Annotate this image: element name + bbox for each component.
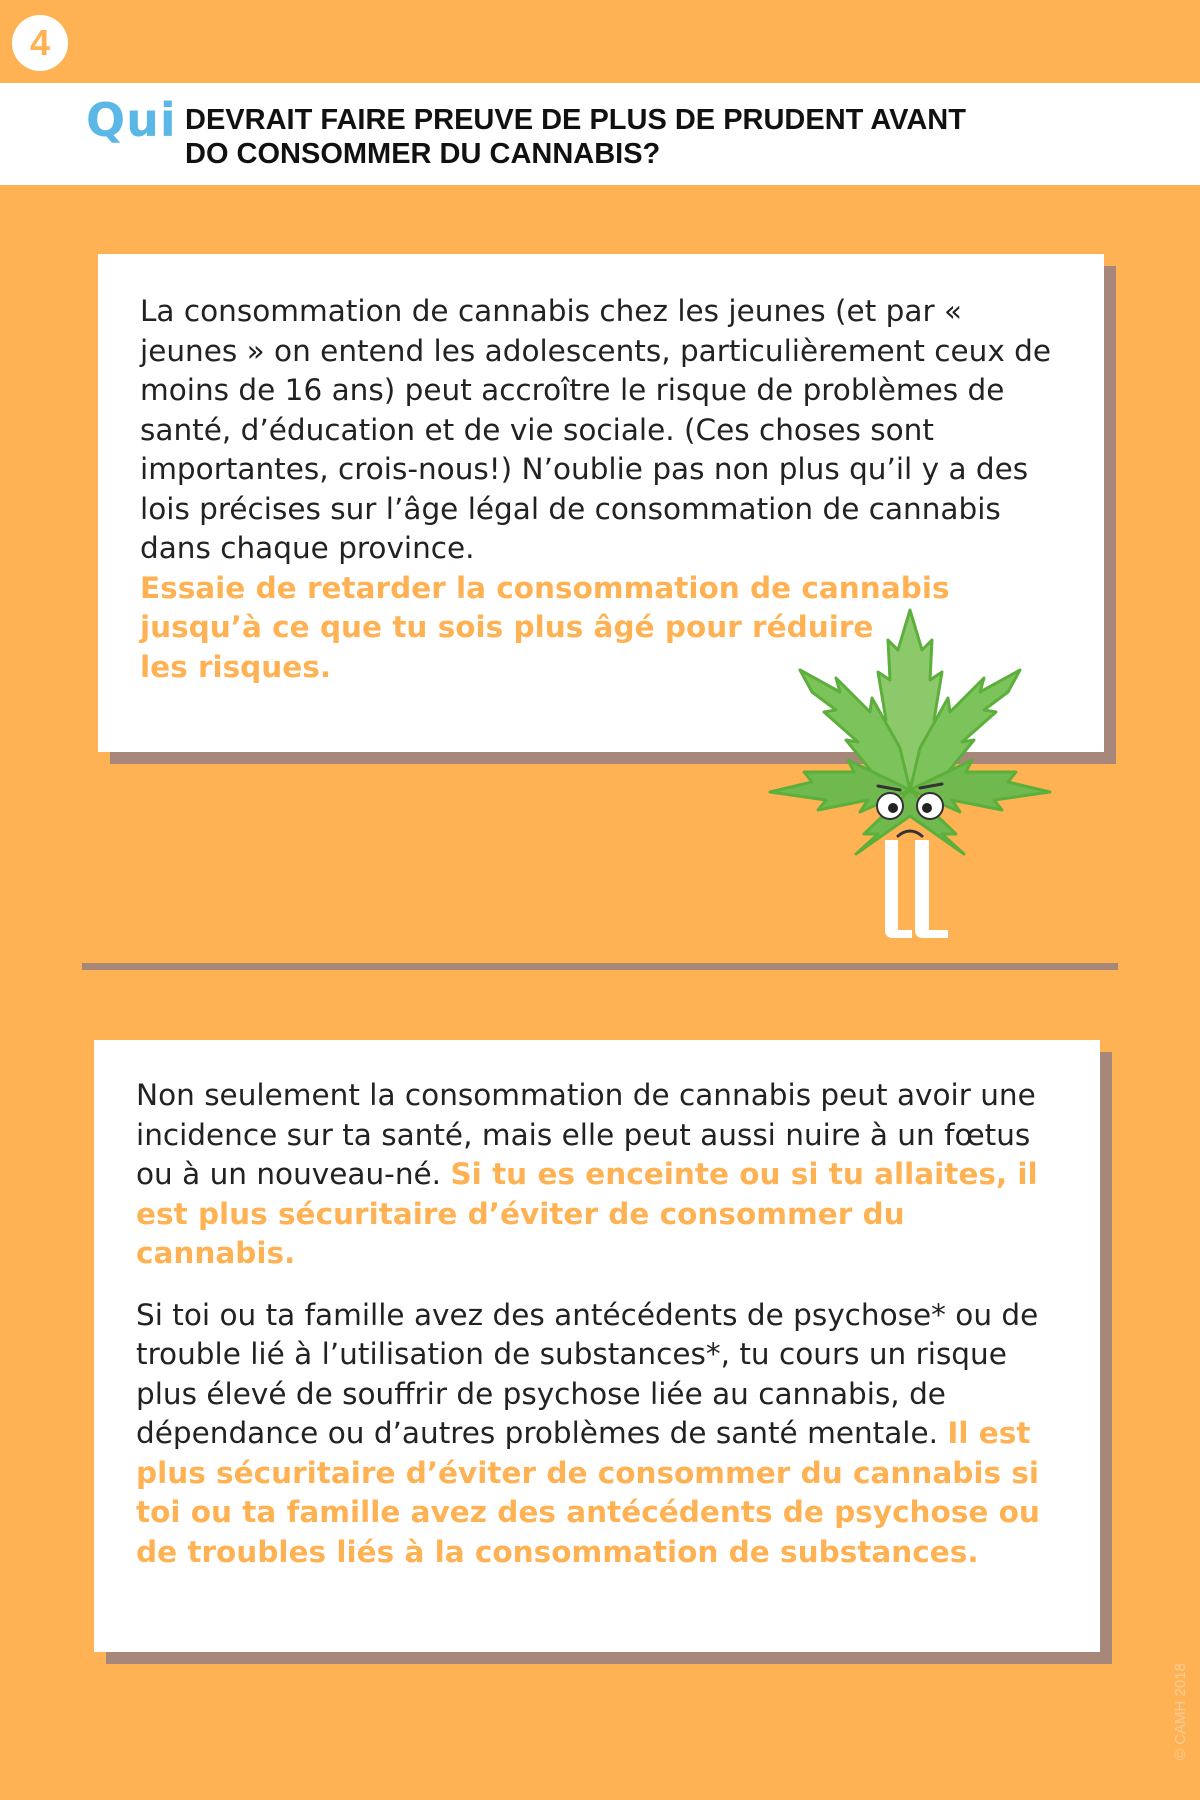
youth-info-body: La consommation de cannabis chez les jeunes (et par « jeunes » on entend les adolescents, particulièrement ceux de moins de 16 ans) peut accroître le risque de problèmes de santé, d’éducation et de vie sociale. (Ces choses sont importantes, crois-nous!) N’oublie pas non plus qu’il y a des lois précises sur l’âge légal de consommation de cannabis dans chaque province. (140, 294, 1052, 565)
psychosis-advice: Il est plus sécuritaire d’éviter de consommer du cannabis si toi ou ta famille avez des antécédents de psychose ou de troubles liés à la consommation de substances. (136, 1416, 1040, 1569)
worried-cannabis-leaf-icon (760, 600, 1060, 950)
page-header (0, 83, 1200, 185)
copyright-notice: © CAMH 2018 (1172, 1663, 1189, 1760)
risk-groups-card (94, 1040, 1100, 1652)
psychosis-paragraph (136, 1296, 1060, 1573)
page-title (185, 103, 1085, 171)
pregnancy-paragraph (136, 1076, 1060, 1274)
section-divider (82, 963, 1118, 970)
leaf-legs (885, 840, 948, 938)
youth-advice-line-3: les risques. (140, 649, 332, 684)
risk-groups-text (136, 1076, 1060, 1572)
youth-advice-line-2: jusqu’à ce que tu sois plus âgé pour réduire (140, 610, 874, 644)
pregnancy-body: Non seulement la consommation de cannabis peut avoir une incidence sur ta santé, mais elle peut aussi nuire à un fœtus ou à un nouveau-né. (136, 1078, 1036, 1191)
step-number-badge: 4 (12, 15, 68, 71)
title-line-2: DO CONSOMMER DU CANNABIS? (185, 138, 661, 170)
top-bar (0, 0, 1200, 83)
psychosis-body: Si toi ou ta famille avez des antécédents de psychose* ou de trouble lié à l’utilisation de substances*, tu cours un risque plus élevé de souffrir de psychose liée au cannabis, de dépendance ou d’autres problèmes de santé mentale. (136, 1297, 1039, 1450)
qui-heading-word: Qui (86, 93, 177, 147)
pregnancy-advice: Si tu es enceinte ou si tu allaites, il est plus sécuritaire d’éviter de consommer du cannabis. (136, 1157, 1038, 1270)
leaf-fronds (770, 610, 1050, 854)
youth-advice-line-1: Essaie de retarder la consommation de cannabis (140, 570, 950, 605)
title-line-1: DEVRAIT FAIRE PREUVE DE PLUS DE PRUDENT AVANT (185, 104, 966, 136)
